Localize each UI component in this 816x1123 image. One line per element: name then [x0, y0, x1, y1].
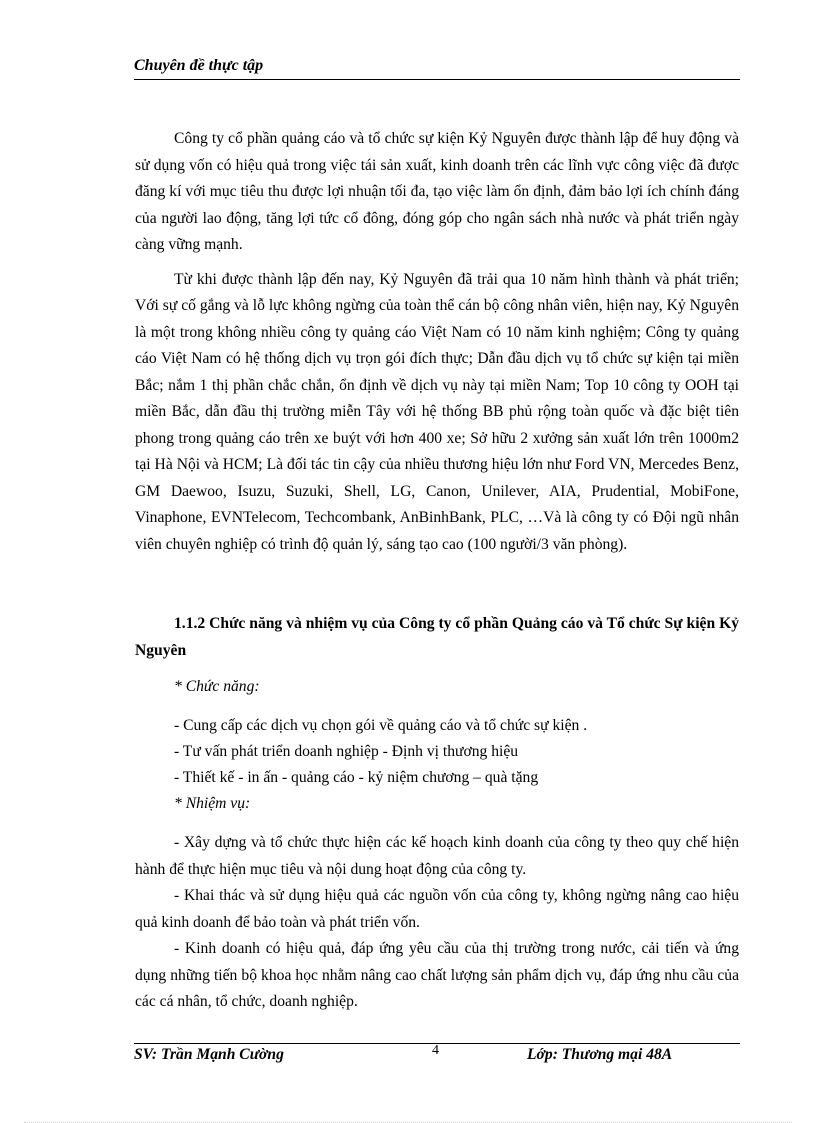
duty-item-3: - Kinh doanh có hiệu quả, đáp ứng yêu cầu của thị trường trong nước, cải tiến và ứng dụng những tiến bộ khoa học nhằm nâng cao chất lượng sản phẩm dịch vụ, đáp ứng nhu cầu của các cá nhân, tổ chức, doanh nghiệp. — [135, 940, 739, 1010]
intro-text — [135, 126, 739, 558]
duties-label: * Nhiệm vụ: — [174, 795, 251, 812]
footer-class: Lớp: Thương mại 48A — [527, 1046, 673, 1063]
footer-student: SV: Trần Mạnh Cường — [134, 1046, 284, 1063]
duties-text — [135, 830, 739, 1016]
functions-label: * Chức năng: — [174, 678, 260, 695]
intro-paragraph-2: Từ khi được thành lập đến nay, Kỷ Nguyên đã trải qua 10 năm hình thành và phát triển; Với sự cố gắng và lỗ lực không ngừng của toàn thể cán bộ công nhân viên, hiện nay, Kỷ Nguyên là một trong không nhiều công ty quảng cáo Việt Nam có 10 năm kinh nghiệm; Công ty quảng cáo Việt Nam có hệ thống dịch vụ trọn gói đích thực; Dẫn đầu dịch vụ tổ chức sự kiện tại miền Bắc; nắm 1 thị phần chắc chắn, ổn định về dịch vụ này tại miền Nam; Top 10 công ty OOH tại miền Bắc, dẫn đầu thị trường miễn Tây với hệ thống BB phủ rộng toàn quốc và đặc biệt tiên phong trong quảng cáo trên xe buýt với hơn 400 xe; Sở hữu 2 xưởng sản xuất lớn trên 1000m2 tại Hà Nội và HCM; Là đối tác tin cậy của nhiều thương hiệu lớn như Ford VN, Mercedes Benz, GM Daewoo, Isuzu, Suzuki, Shell, LG, Canon, Unilever, AIA, Prudential, MobiFone, Vinaphone, EVNTelecom, Techcombank, AnBinhBank, PLC, …Và là công ty có Đội ngũ nhân viên chuyên nghiệp có trình độ quản lý, sáng tạo cao (100 người/3 văn phòng). — [135, 270, 739, 553]
section-heading: 1.1.2 Chức năng và nhiệm vụ của Công ty cổ phần Quảng cáo và Tổ chức Sự kiện Kỷ Nguyên — [135, 615, 739, 659]
intro-paragraph-1: Công ty cổ phần quảng cáo và tổ chức sự kiện Kỷ Nguyên được thành lập để huy động và sử dụng vốn có hiệu quả trong việc tái sản xuất, kinh doanh trên các lĩnh vực công việc đã được đăng kí với mục tiêu thu được lợi nhuận tối đa, tạo việc làm ổn định, đảm bảo lợi ích chính đáng của người lao động, tăng lợi tức cổ đông, đóng góp cho ngân sách nhà nước và phát triển ngày càng vững mạnh. — [135, 130, 739, 253]
function-item-2: - Tư vấn phát triển doanh nghiệp - Định vị thương hiệu — [174, 743, 519, 760]
duty-item-1: - Xây dựng và tổ chức thực hiện các kế hoạch kinh doanh của công ty theo quy chế hiện hành để thực hiện mục tiêu và nội dung hoạt động của công ty. — [135, 834, 739, 878]
page-header-title: Chuyên đề thực tập — [134, 57, 264, 74]
page-number: 4 — [432, 1043, 439, 1058]
header-divider — [134, 79, 740, 80]
function-item-1: - Cung cấp các dịch vụ chọn gói về quảng cáo và tổ chức sự kiện . — [174, 717, 588, 734]
function-item-3: - Thiết kế - in ấn - quảng cáo - kỷ niệm chương – quà tặng — [174, 769, 539, 786]
duty-item-2: - Khai thác và sử dụng hiệu quả các nguồn vốn của công ty, không ngừng nâng cao hiệu quả kinh doanh để bảo toàn và phát triển vốn. — [135, 887, 739, 931]
